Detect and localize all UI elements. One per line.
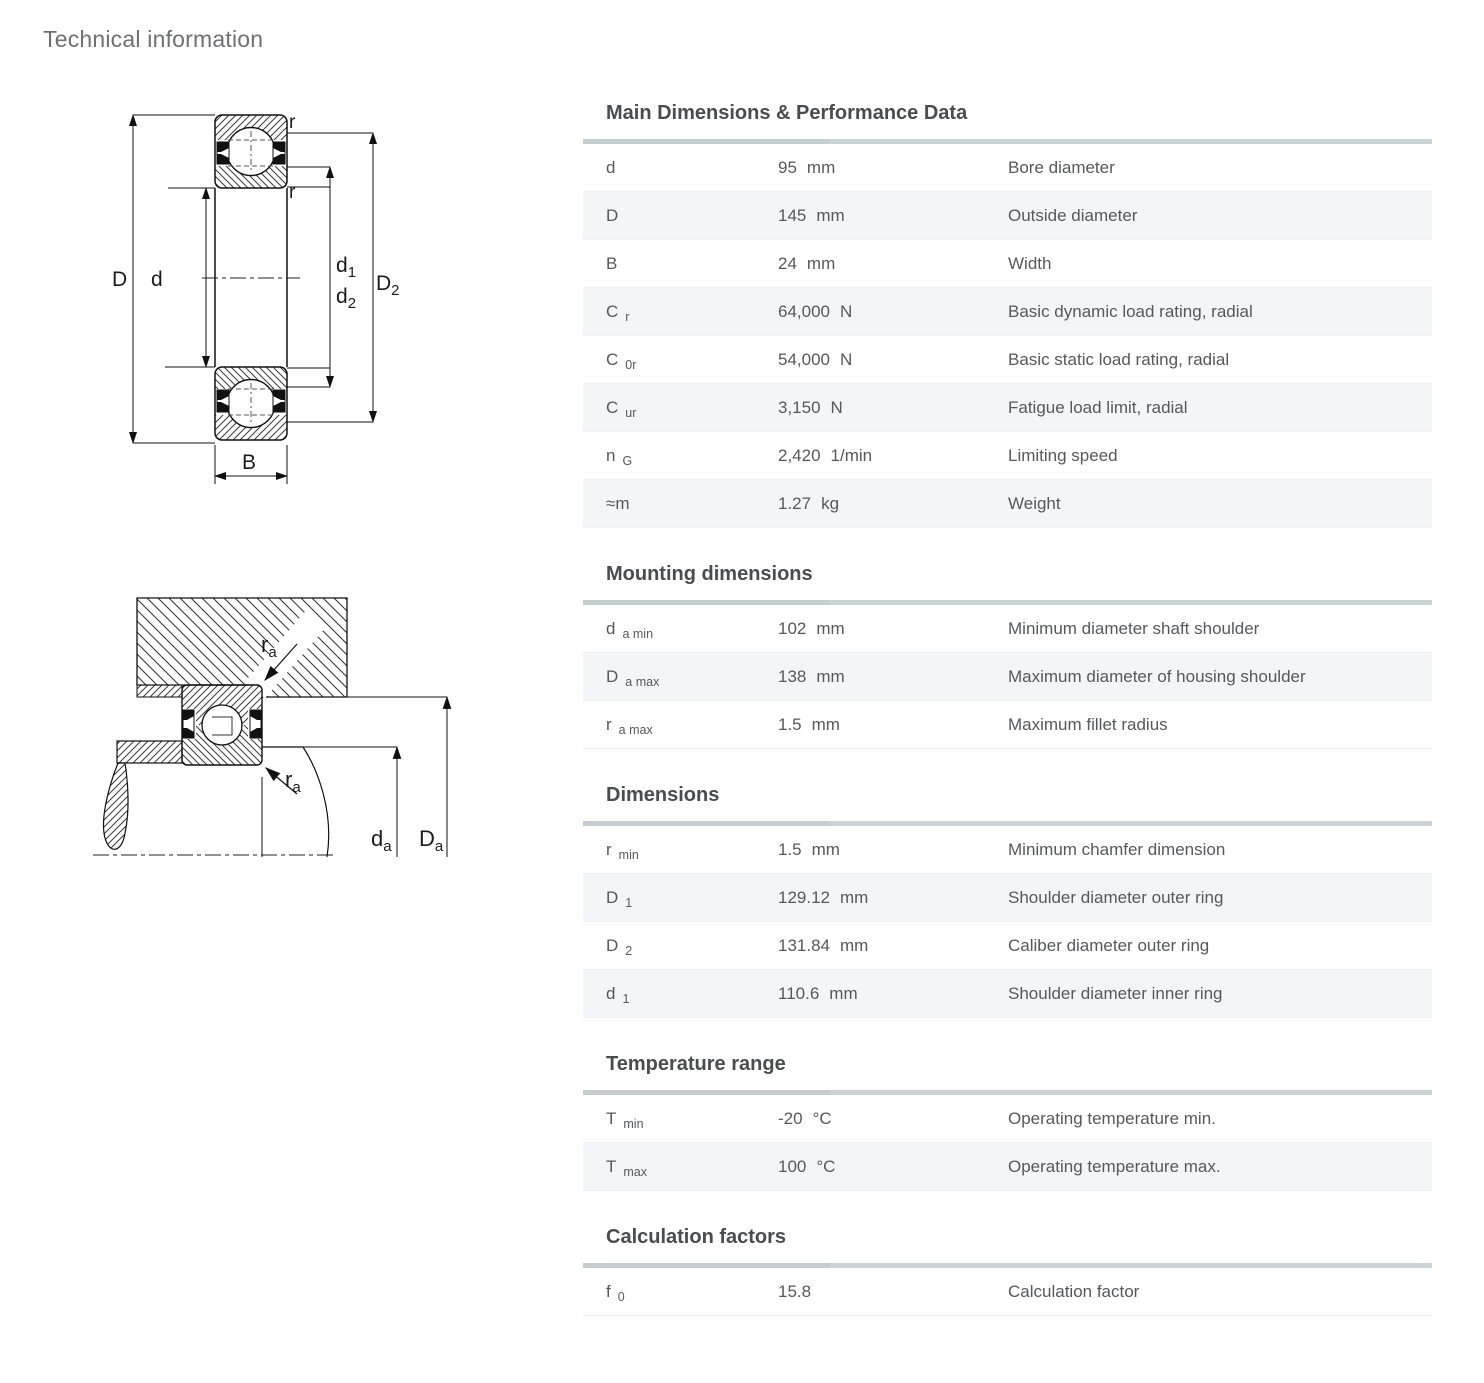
table-row (583, 288, 1432, 336)
description-cell: Weight (1008, 493, 1061, 513)
description-cell: Limiting speed (1008, 445, 1118, 465)
section-separator (583, 821, 1432, 826)
symbol-cell: r $_{min}$ (606, 839, 639, 862)
table-row (583, 605, 1432, 653)
symbol-cell: d (606, 157, 616, 177)
section-calculation-factors (583, 1224, 1432, 1316)
ball (202, 705, 242, 745)
table-row (583, 144, 1432, 192)
symbol-cell: D (606, 205, 619, 225)
description-cell: Maximum fillet radius (1008, 714, 1168, 734)
section-mounting-dimensions (583, 561, 1432, 749)
value-cell: 54,000 N (778, 349, 853, 369)
value-cell: 3,150 N (778, 397, 843, 417)
symbol-cell: D $_1$ (606, 887, 633, 910)
label-ra-bottom: $r_a$ (285, 767, 301, 796)
description-cell: Width (1008, 253, 1052, 273)
value-cell: 15.8 (778, 1281, 812, 1301)
value-cell: 100 °C (778, 1156, 836, 1176)
table-row (583, 970, 1432, 1018)
value-cell: 1.27 kg (778, 493, 840, 513)
label-bore-diameter: d (151, 268, 163, 291)
symbol-cell: D $_{a max}$ (606, 666, 660, 689)
symbol-cell: n $_G$ (606, 445, 633, 468)
section-temperature-range (583, 1051, 1432, 1191)
table-row (583, 336, 1432, 384)
description-cell: Minimum diameter shaft shoulder (1008, 618, 1260, 638)
symbol-cell: d $_{a min}$ (606, 618, 654, 641)
section-title: Temperature range (606, 1053, 786, 1075)
section-title: Dimensions (606, 784, 720, 806)
shaft-contour (303, 747, 329, 857)
description-cell: Basic dynamic load rating, radial (1008, 301, 1253, 321)
description-cell: Shoulder diameter inner ring (1008, 983, 1223, 1003)
value-cell: 131.84 mm (778, 935, 869, 955)
specification-tables (583, 100, 1432, 1349)
symbol-cell: D $_2$ (606, 935, 633, 958)
description-cell: Basic static load rating, radial (1008, 349, 1230, 369)
seal-right-top (273, 142, 285, 164)
seal-left (183, 710, 194, 738)
value-cell: 95 mm (778, 157, 836, 177)
symbol-cell: d $_1$ (606, 983, 630, 1006)
section-separator (583, 1090, 1432, 1095)
description-cell: Maximum diameter of housing shoulder (1008, 666, 1306, 686)
bearing-mounting-drawing (85, 580, 465, 875)
label-outside-diameter: D (112, 268, 128, 291)
shaft-profile (104, 763, 129, 849)
section-main-dimensions (583, 100, 1432, 528)
description-cell: Operating temperature max. (1008, 1156, 1221, 1176)
symbol-cell: C $_{0r}$ (606, 349, 637, 372)
label-r-top: r (289, 112, 296, 133)
seal-left-top (217, 142, 229, 164)
section-title: Main Dimensions & Performance Data (606, 102, 968, 124)
label-d2: $d_2$ (336, 285, 357, 312)
symbol-cell: f $_0$ (606, 1281, 625, 1304)
label-r-mid: r (289, 182, 296, 203)
table-row (583, 432, 1432, 480)
shaft-shoulder (117, 741, 182, 763)
symbol-cell: T $_{min}$ (606, 1108, 644, 1131)
symbol-cell: ≈m (606, 493, 630, 513)
table-row (583, 874, 1432, 922)
seal-right (250, 710, 261, 738)
dimension-D (133, 115, 215, 443)
value-cell: 110.6 mm (778, 983, 858, 1003)
section-title: Mounting dimensions (606, 563, 813, 585)
section-separator (583, 600, 1432, 605)
table-row (583, 384, 1432, 432)
description-cell: Caliber diameter outer ring (1008, 935, 1210, 955)
description-cell: Operating temperature min. (1008, 1108, 1216, 1128)
table-row (583, 701, 1432, 749)
table-row (583, 1268, 1432, 1316)
value-cell: 129.12 mm (778, 887, 869, 907)
table-row (583, 192, 1432, 240)
bearing-cross-section-drawing (90, 100, 480, 495)
value-cell: 64,000 N (778, 301, 853, 321)
section-separator (583, 1263, 1432, 1268)
description-cell: Minimum chamfer dimension (1008, 839, 1226, 859)
value-cell: 1.5 mm (778, 714, 840, 734)
housing-section (137, 598, 347, 697)
value-cell: -20 °C (778, 1108, 832, 1128)
table-row (583, 1095, 1432, 1143)
table-row (583, 480, 1432, 528)
value-cell: 1.5 mm (778, 839, 840, 859)
symbol-cell: B (606, 253, 618, 273)
table-row (583, 240, 1432, 288)
label-width-B: B (242, 451, 257, 474)
label-D2: $D_2$ (376, 272, 400, 299)
section-title: Calculation factors (606, 1226, 787, 1248)
section-dimensions (583, 782, 1432, 1018)
description-cell: Calculation factor (1008, 1281, 1140, 1301)
value-cell: 102 mm (778, 618, 845, 638)
description-cell: Fatigue load limit, radial (1008, 397, 1188, 417)
symbol-cell: C $_r$ (606, 301, 630, 324)
table-row (583, 826, 1432, 874)
table-row (583, 653, 1432, 701)
table-row (583, 922, 1432, 970)
description-cell: Shoulder diameter outer ring (1008, 887, 1224, 907)
label-Da: $D_a$ (419, 826, 444, 855)
value-cell: 138 mm (778, 666, 845, 686)
label-ra-top: $r_a$ (261, 632, 277, 661)
table-row (583, 1143, 1432, 1191)
label-da: $d_a$ (371, 826, 392, 855)
description-cell: Outside diameter (1008, 205, 1138, 225)
description-cell: Bore diameter (1008, 157, 1115, 177)
value-cell: 145 mm (778, 205, 845, 225)
housing-shoulder-lip (137, 685, 182, 697)
section-separator (583, 139, 1432, 144)
page-title: Technical information (43, 26, 264, 52)
label-d1: $d_1$ (336, 254, 357, 281)
seal-right-bottom (273, 390, 285, 412)
symbol-cell: r $_{a max}$ (606, 714, 653, 737)
symbol-cell: T $_{max}$ (606, 1156, 648, 1179)
value-cell: 24 mm (778, 253, 836, 273)
value-cell: 2,420 1/min (778, 445, 873, 465)
symbol-cell: C $_{ur}$ (606, 397, 637, 420)
seal-left-bottom (217, 390, 229, 412)
